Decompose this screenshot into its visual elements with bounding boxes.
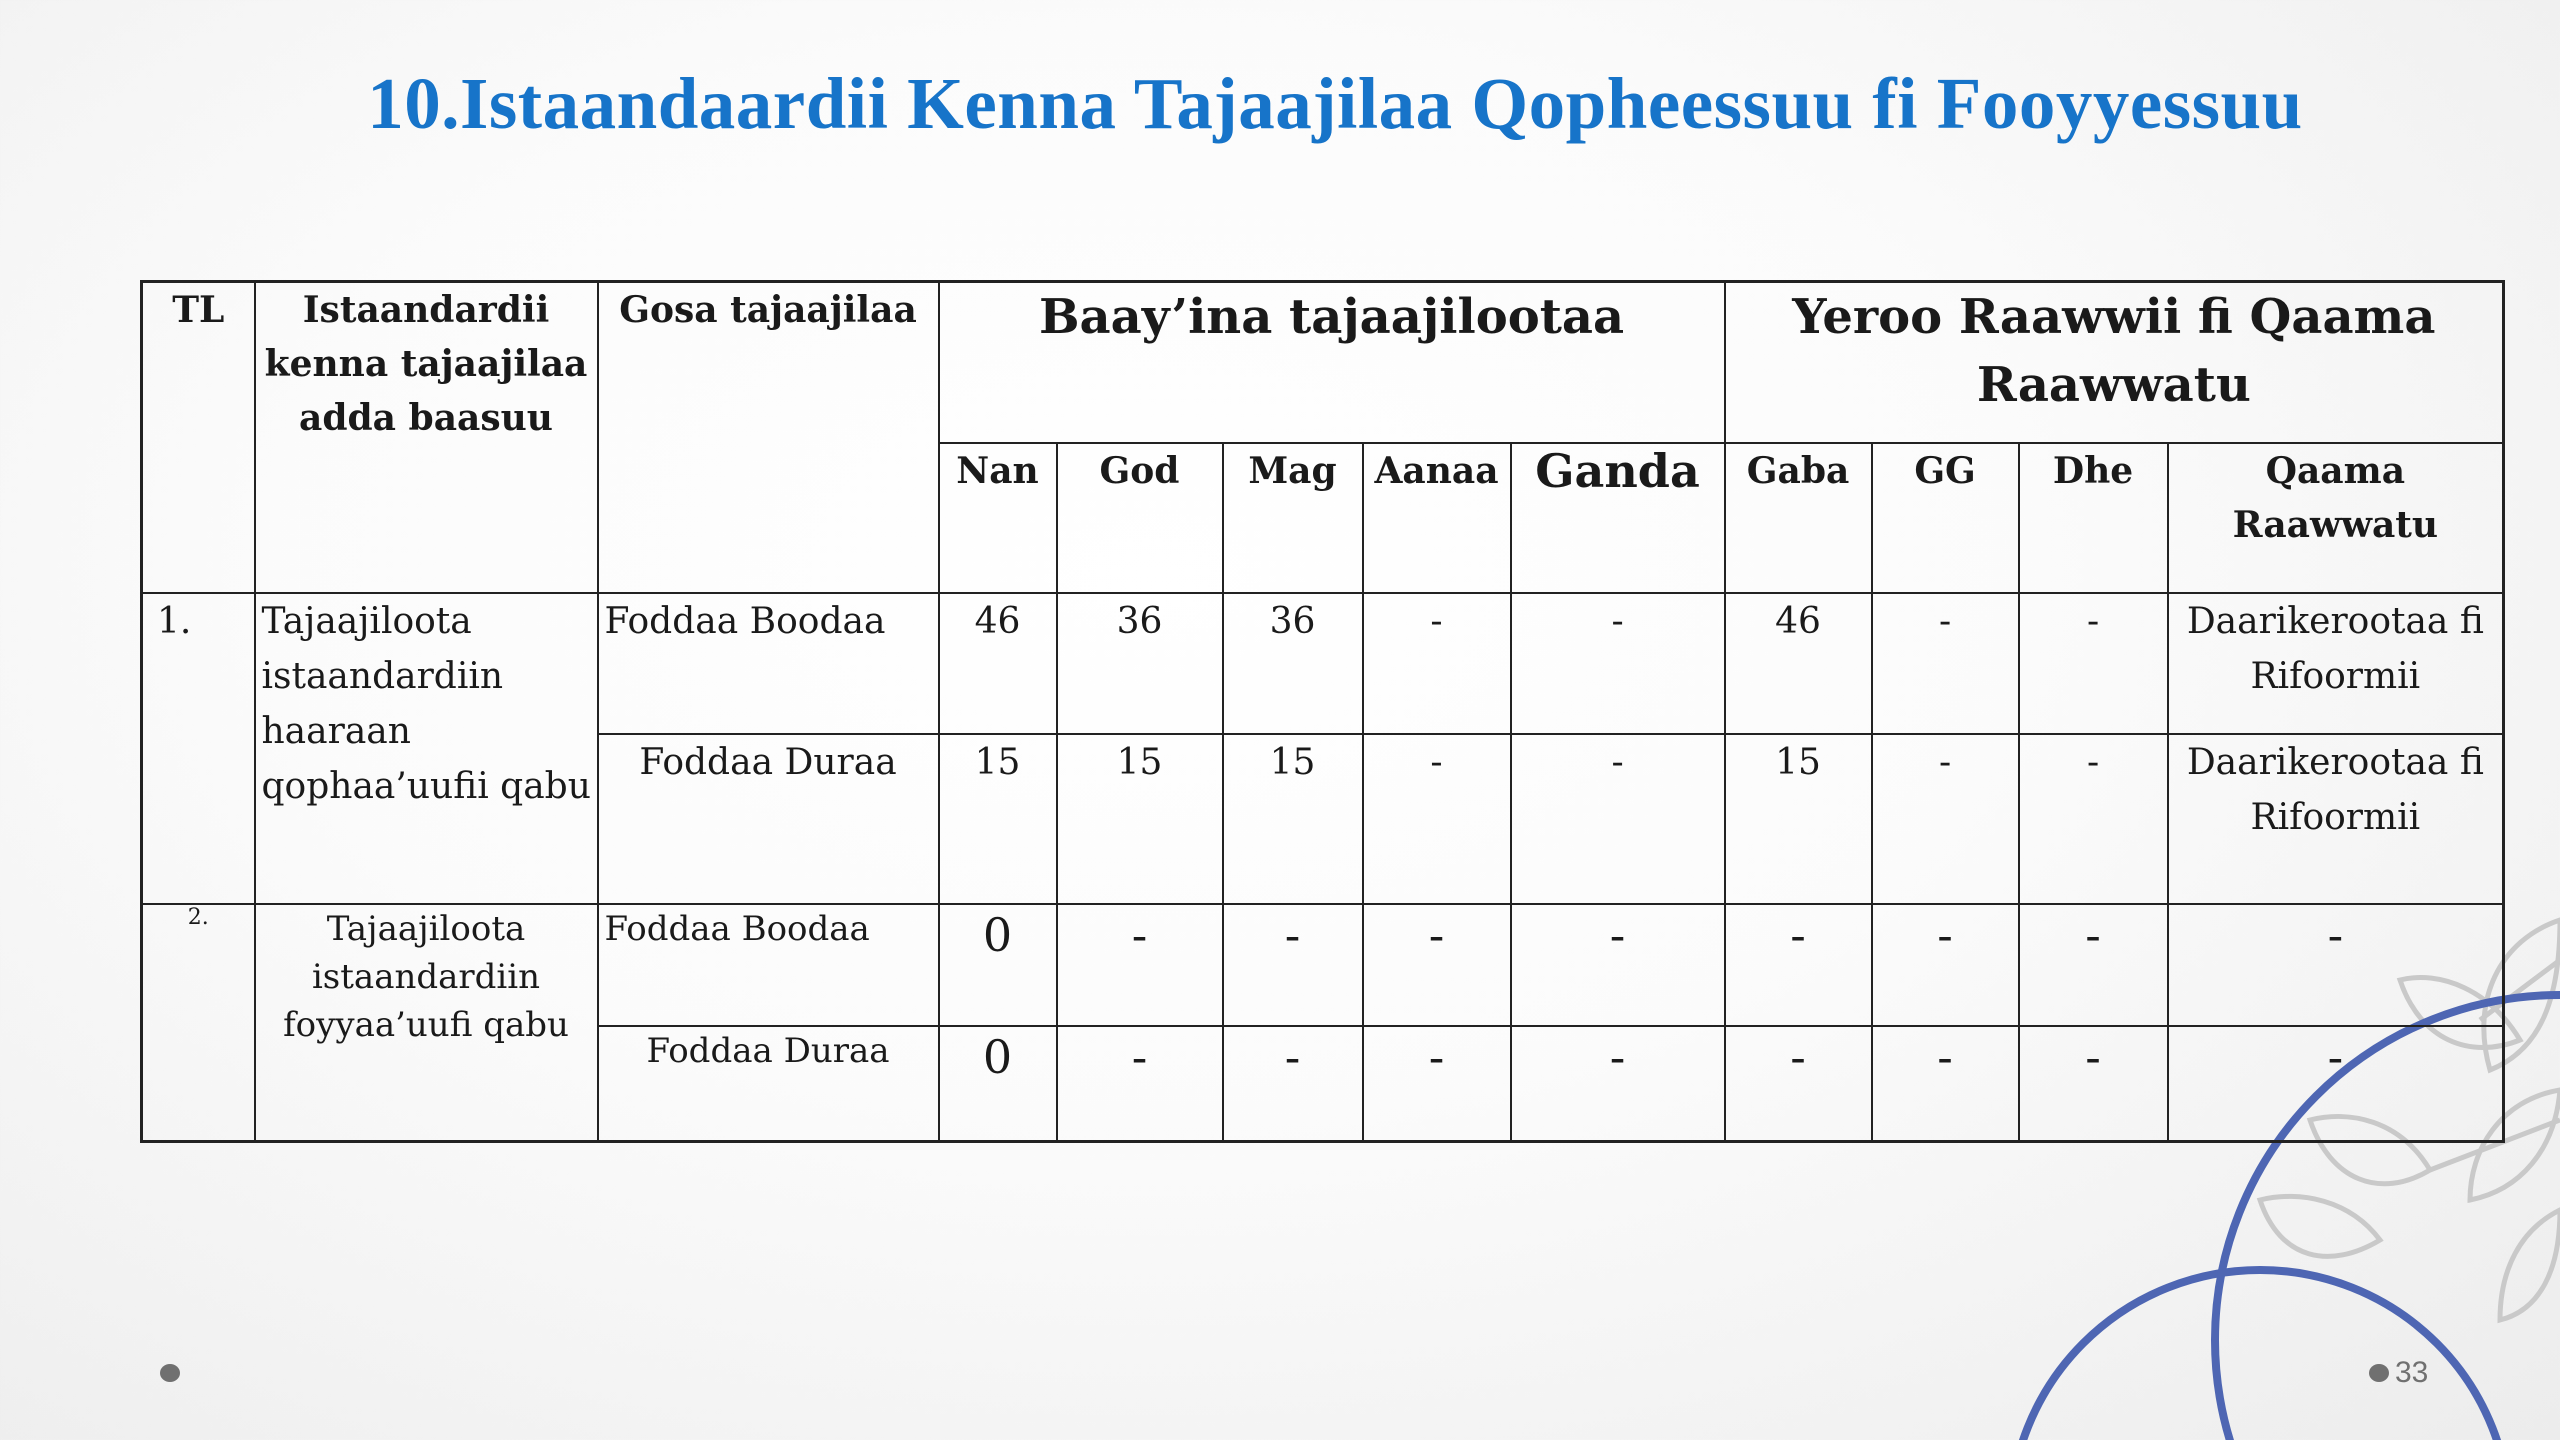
footer-dot-right: [2369, 1364, 2389, 1382]
ganda-cell: -: [1511, 593, 1725, 734]
header-god: God: [1057, 443, 1223, 593]
aanaa-cell: -: [1363, 1026, 1511, 1142]
slide-title: 10.Istaandaardii Kenna Tajaajilaa Qopheessuu fi Fooyyessuu: [367, 63, 2303, 144]
ganda-cell: -: [1511, 904, 1725, 1026]
header-recipients-group: Baay’ina tajaajilootaa: [939, 282, 1725, 443]
header-gaba: Gaba: [1725, 443, 1872, 593]
header-aanaa: Aanaa: [1363, 443, 1511, 593]
mag-cell: -: [1223, 1026, 1363, 1142]
nan-cell: 46: [939, 593, 1057, 734]
header-dhe: Dhe: [2019, 443, 2168, 593]
gaba-cell: 15: [1725, 734, 1872, 904]
header-tl: TL: [142, 282, 255, 593]
gg-cell: -: [1872, 593, 2019, 734]
header-standard: Istaandardii kenna tajaajilaa adda baasuu: [255, 282, 598, 593]
header-mag: Mag: [1223, 443, 1363, 593]
nan-cell: 0: [939, 904, 1057, 1026]
service-type-cell: Foddaa Boodaa: [598, 904, 939, 1026]
gg-cell: -: [1872, 904, 2019, 1026]
god-cell: 15: [1057, 734, 1223, 904]
ganda-cell: -: [1511, 734, 1725, 904]
gaba-cell: -: [1725, 1026, 1872, 1142]
service-type-cell: Foddaa Duraa: [598, 734, 939, 904]
header-gg: GG: [1872, 443, 2019, 593]
qaama-cell: Daarikerootaa fi Rifoormii: [2168, 593, 2504, 734]
row-number: 1.: [142, 593, 255, 904]
ganda-cell: -: [1511, 1026, 1725, 1142]
qaama-cell: -: [2168, 904, 2504, 1026]
service-type-cell: Foddaa Duraa: [598, 1026, 939, 1142]
header-service-type: Gosa tajaajilaa: [598, 282, 939, 593]
header-nan: Nan: [939, 443, 1057, 593]
mag-cell: -: [1223, 904, 1363, 1026]
standard-cell: Tajaajiloota istaandardiin foyyaa’uufi qabu: [255, 904, 598, 1142]
gg-cell: -: [1872, 734, 2019, 904]
mag-cell: 15: [1223, 734, 1363, 904]
header-time-group: Yeroo Raawwii fi Qaama Raawwatu: [1725, 282, 2504, 443]
mag-cell: 36: [1223, 593, 1363, 734]
aanaa-cell: -: [1363, 904, 1511, 1026]
aanaa-cell: -: [1363, 593, 1511, 734]
gaba-cell: -: [1725, 904, 1872, 1026]
qaama-cell: -: [2168, 1026, 2504, 1142]
dhe-cell: -: [2019, 1026, 2168, 1142]
page-number: 33: [2395, 1356, 2429, 1389]
service-standards-table: [140, 280, 2505, 1143]
gg-cell: -: [1872, 1026, 2019, 1142]
nan-cell: 0: [939, 1026, 1057, 1142]
header-ganda: Ganda: [1511, 443, 1725, 593]
dhe-cell: -: [2019, 904, 2168, 1026]
nan-cell: 15: [939, 734, 1057, 904]
god-cell: 36: [1057, 593, 1223, 734]
gaba-cell: 46: [1725, 593, 1872, 734]
row-number: 2.: [142, 904, 255, 1142]
header-qaama: Qaama Raawwatu: [2168, 443, 2504, 593]
footer-dot-left: [160, 1364, 180, 1382]
standard-cell: Tajaajiloota istaandardiin haaraan qophaa’uufii qabu: [255, 593, 598, 904]
qaama-cell: Daarikerootaa fi Rifoormii: [2168, 734, 2504, 904]
dhe-cell: -: [2019, 593, 2168, 734]
service-type-cell: Foddaa Boodaa: [598, 593, 939, 734]
table-row: [142, 593, 2504, 734]
header-row-main: [142, 282, 2504, 443]
table-row: [142, 904, 2504, 1026]
god-cell: -: [1057, 1026, 1223, 1142]
dhe-cell: -: [2019, 734, 2168, 904]
god-cell: -: [1057, 904, 1223, 1026]
aanaa-cell: -: [1363, 734, 1511, 904]
